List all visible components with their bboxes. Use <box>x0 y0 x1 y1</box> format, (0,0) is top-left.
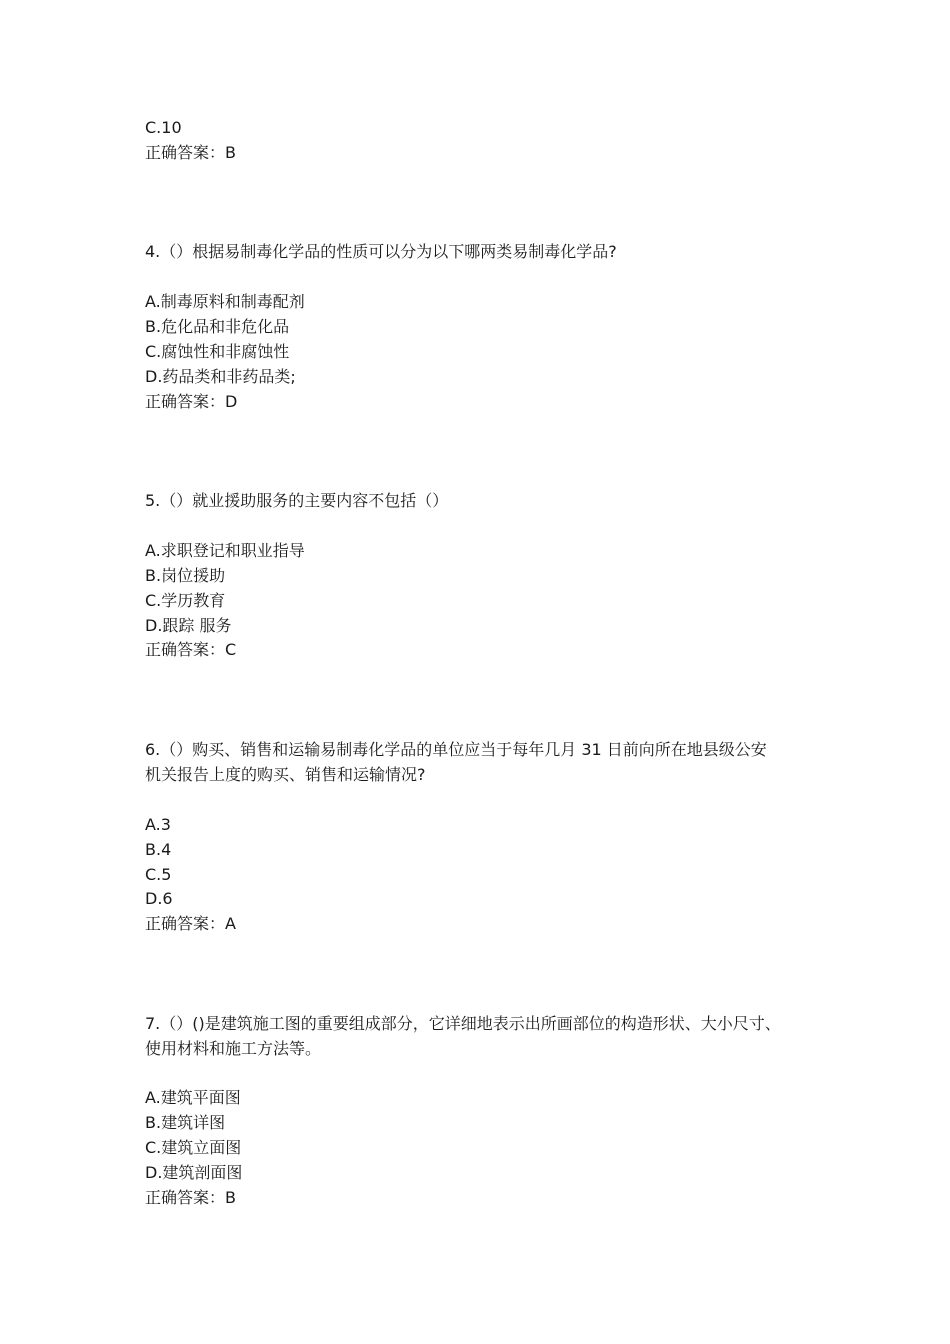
fragment-option-c: C.10 <box>145 118 182 137</box>
question-7-stem-line-1: 7.（）()是建筑施工图的重要组成部分，它详细地表示出所画部位的构造形状、大小尺寸、 <box>145 1014 781 1033</box>
question-6-stem-line-2: 机关报告上度的购买、销售和运输情况? <box>145 765 426 784</box>
question-4-option-a: A.制毒原料和制毒配剂 <box>145 292 305 311</box>
question-5-option-c: C.学历教育 <box>145 591 226 610</box>
question-6-option-b: B.4 <box>145 840 172 859</box>
question-4-stem: 4.（）根据易制毒化学品的性质可以分为以下哪两类易制毒化学品? <box>145 242 617 261</box>
question-5-option-a: A.求职登记和职业指导 <box>145 541 305 560</box>
question-7-option-c: C.建筑立面图 <box>145 1138 242 1157</box>
question-6-option-a: A.3 <box>145 815 171 834</box>
question-7-option-d: D.建筑剖面图 <box>145 1163 243 1182</box>
question-7-option-b: B.建筑详图 <box>145 1113 226 1132</box>
question-4-option-c: C.腐蚀性和非腐蚀性 <box>145 342 290 361</box>
question-6-option-c: C.5 <box>145 865 172 884</box>
question-5-option-b: B.岗位援助 <box>145 566 226 585</box>
question-6-answer: 正确答案：A <box>145 914 236 933</box>
question-7-stem-line-2: 使用材料和施工方法等。 <box>145 1039 322 1058</box>
question-7-option-a: A.建筑平面图 <box>145 1088 241 1107</box>
question-5-answer: 正确答案：C <box>145 640 237 659</box>
question-7-answer: 正确答案：B <box>145 1188 236 1207</box>
question-4-answer: 正确答案：D <box>145 392 238 411</box>
question-4-option-b: B.危化品和非危化品 <box>145 317 290 336</box>
question-5-option-d: D.跟踪 服务 <box>145 616 232 635</box>
fragment-answer: 正确答案：B <box>145 143 236 162</box>
question-5-stem: 5.（）就业援助服务的主要内容不包括（） <box>145 491 449 510</box>
question-6-option-d: D.6 <box>145 889 173 908</box>
question-4-option-d: D.药品类和非药品类; <box>145 367 296 386</box>
question-6-stem-line-1: 6.（）购买、销售和运输易制毒化学品的单位应当于每年几月 31 日前向所在地县级公安 <box>145 740 767 759</box>
